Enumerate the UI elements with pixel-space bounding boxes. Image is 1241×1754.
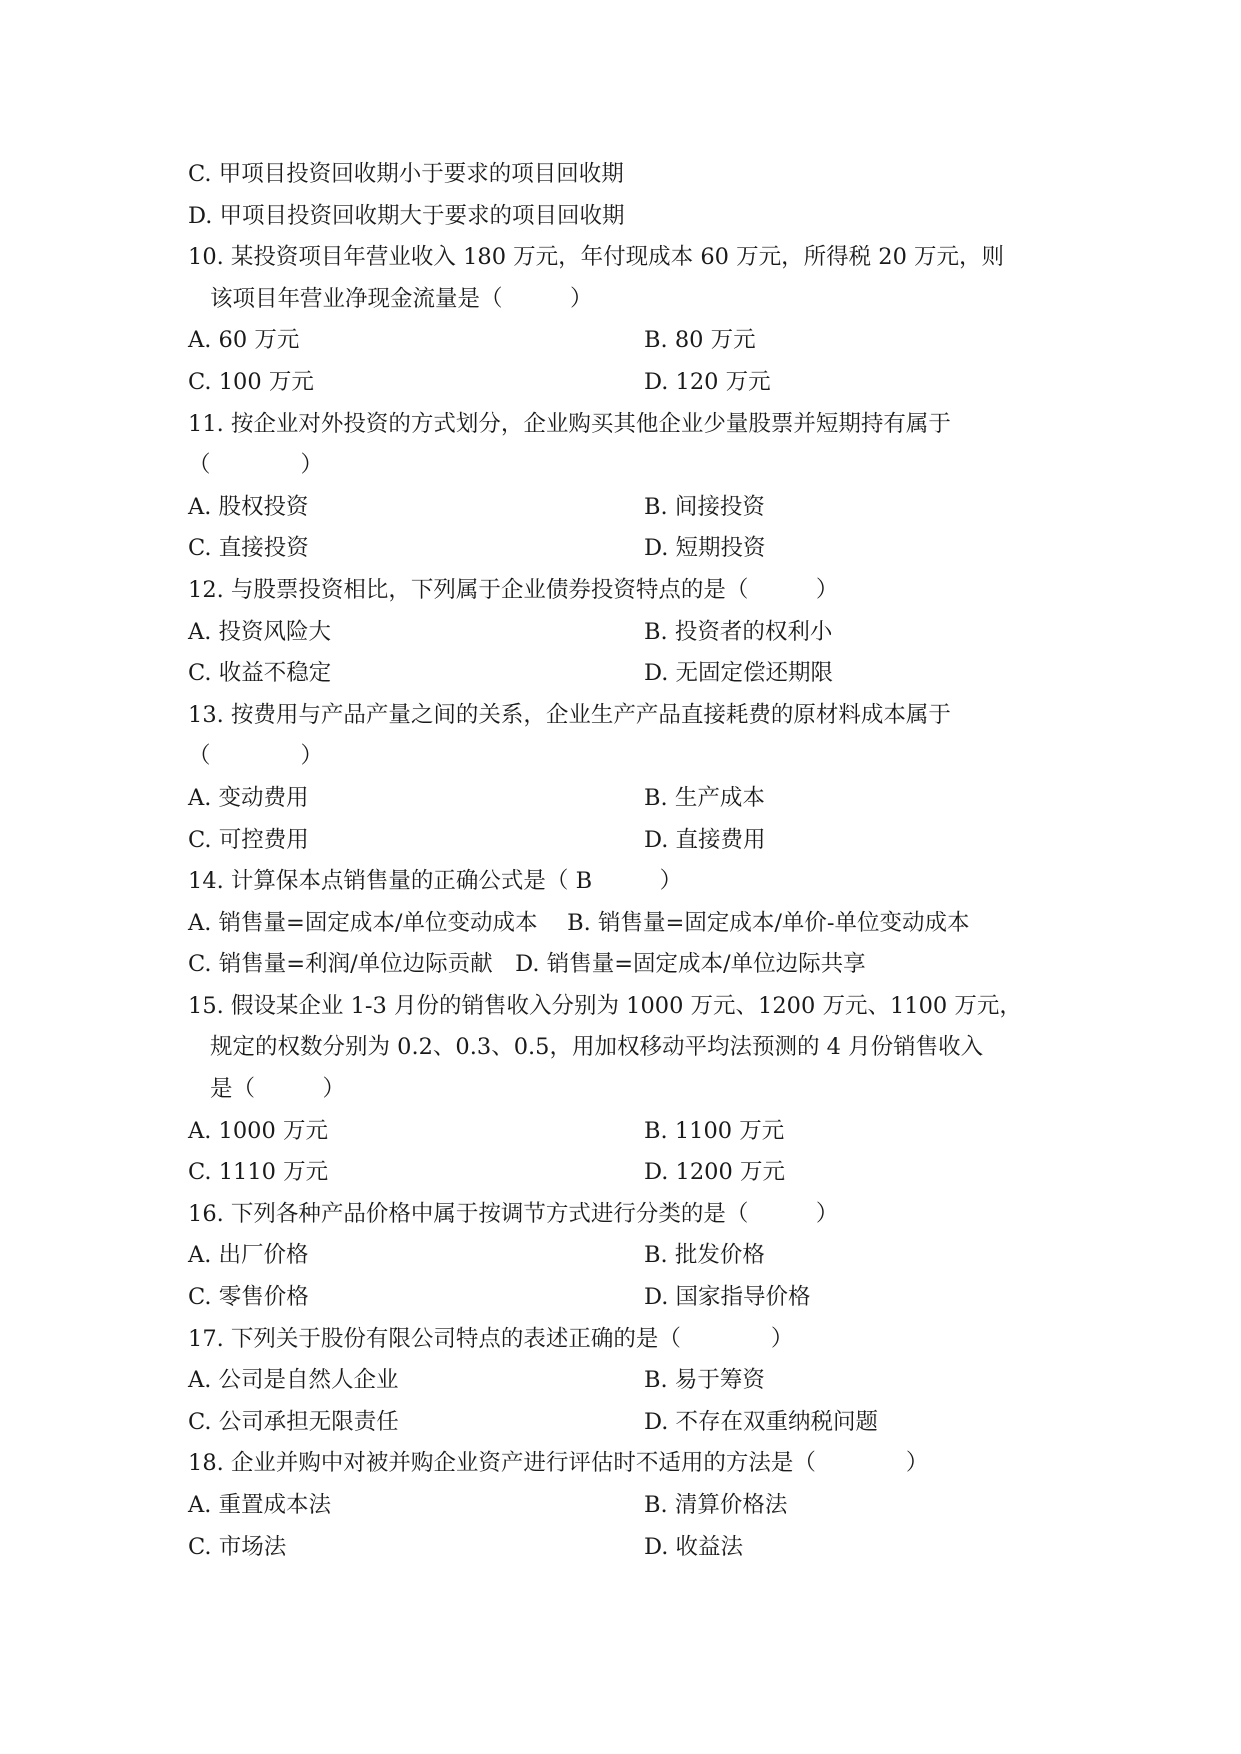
q13-option-b: B. 生产成本 — [644, 784, 765, 811]
q15-option-a: A. 1000 万元 — [188, 1117, 328, 1144]
q11-option-a: A. 股权投资 — [188, 493, 309, 520]
q17-option-d: D. 不存在双重纳税问题 — [644, 1408, 879, 1435]
q13-options-ab — [188, 778, 1068, 820]
q15-options-cd — [188, 1152, 1068, 1194]
q16-stem: 16. 下列各种产品价格中属于按调节方式进行分类的是（ ） — [188, 1200, 839, 1227]
q11-option-d: D. 短期投资 — [644, 535, 766, 562]
q18-option-d: D. 收益法 — [644, 1533, 744, 1560]
q11-stem-cont: （ ） — [188, 452, 324, 479]
q16-option-c: C. 零售价格 — [188, 1284, 309, 1311]
q18-option-c: C. 市场法 — [188, 1533, 287, 1560]
q13-option-a: A. 变动费用 — [188, 784, 309, 811]
q15-stem: 15. 假设某企业 1-3 月份的销售收入分别为 1000 万元、1200 万元、1100 万元， — [188, 992, 1022, 1019]
q12-option-a: A. 投资风险大 — [188, 618, 332, 645]
q11-stem: 11. 按企业对外投资的方式划分，企业购买其他企业少量股票并短期持有属于 — [188, 410, 951, 437]
q11-options-cd — [188, 528, 1068, 570]
q14-stem: 14. 计算保本点销售量的正确公式是（ B ） — [188, 868, 683, 895]
q10-options-ab — [188, 320, 1068, 362]
q15-options-ab — [188, 1111, 1068, 1153]
q17-option-b: B. 易于筹资 — [644, 1367, 765, 1394]
q12-option-b: B. 投资者的权利小 — [644, 618, 833, 645]
q16-option-b: B. 批发价格 — [644, 1242, 765, 1269]
q12-options-cd — [188, 653, 1068, 695]
q13-stem-cont: （ ） — [188, 743, 324, 770]
q15-option-d: D. 1200 万元 — [644, 1159, 785, 1186]
q13-stem: 13. 按费用与产品产量之间的关系，企业生产产品直接耗费的原材料成本属于 — [188, 701, 951, 728]
q10-stem-cont: 该项目年营业净现金流量是（ ） — [210, 285, 593, 312]
q10-option-b: B. 80 万元 — [644, 327, 756, 354]
q11-options-ab — [188, 487, 1068, 529]
q11-option-b: B. 间接投资 — [644, 493, 765, 520]
q10-options-cd — [188, 362, 1068, 404]
q16-options-ab — [188, 1235, 1068, 1277]
q13-options-cd — [188, 820, 1068, 862]
q17-stem: 17. 下列关于股份有限公司特点的表述正确的是（ ） — [188, 1325, 794, 1352]
q18-stem: 18. 企业并购中对被并购企业资产进行评估时不适用的方法是（ ） — [188, 1450, 929, 1477]
q12-option-c: C. 收益不稳定 — [188, 660, 332, 687]
q16-options-cd — [188, 1277, 1068, 1319]
q14-options-ab: A. 销售量=固定成本/单位变动成本 B. 销售量=固定成本/单价-单位变动成本 — [188, 909, 970, 936]
exam-page — [188, 154, 1068, 1568]
q11-option-c: C. 直接投资 — [188, 535, 309, 562]
q15-option-c: C. 1110 万元 — [188, 1159, 329, 1186]
q17-options-cd — [188, 1402, 1068, 1444]
q13-option-d: D. 直接费用 — [644, 826, 766, 853]
q15-stem-cont-2: 是（ ） — [210, 1076, 346, 1103]
q14-options-cd: C. 销售量=利润/单位边际贡献 D. 销售量=固定成本/单位边际共享 — [188, 951, 866, 978]
q9-option-c: C. 甲项目投资回收期小于要求的项目回收期 — [188, 161, 624, 187]
q12-option-d: D. 无固定偿还期限 — [644, 660, 834, 687]
q13-option-c: C. 可控费用 — [188, 826, 309, 853]
q17-options-ab — [188, 1360, 1068, 1402]
q18-options-ab — [188, 1485, 1068, 1527]
q12-stem: 12. 与股票投资相比，下列属于企业债券投资特点的是（ ） — [188, 576, 839, 603]
q15-option-b: B. 1100 万元 — [644, 1117, 785, 1144]
q17-option-c: C. 公司承担无限责任 — [188, 1408, 399, 1435]
q16-option-d: D. 国家指导价格 — [644, 1284, 811, 1311]
q16-option-a: A. 出厂价格 — [188, 1242, 309, 1269]
q10-option-d: D. 120 万元 — [644, 368, 771, 395]
q17-option-a: A. 公司是自然人企业 — [188, 1367, 399, 1394]
q10-option-c: C. 100 万元 — [188, 368, 314, 395]
q18-options-cd — [188, 1527, 1068, 1569]
q12-options-ab — [188, 612, 1068, 654]
q10-stem: 10. 某投资项目年营业收入 180 万元，年付现成本 60 万元，所得税 20 万元，则 — [188, 244, 1005, 271]
q15-stem-cont: 规定的权数分别为 0.2、0.3、0.5，用加权移动平均法预测的 4 月份销售收入 — [210, 1034, 984, 1061]
q18-option-a: A. 重置成本法 — [188, 1492, 332, 1518]
q10-option-a: A. 60 万元 — [188, 327, 300, 354]
q18-option-b: B. 清算价格法 — [644, 1492, 788, 1518]
q9-option-d: D. 甲项目投资回收期大于要求的项目回收期 — [188, 202, 625, 229]
